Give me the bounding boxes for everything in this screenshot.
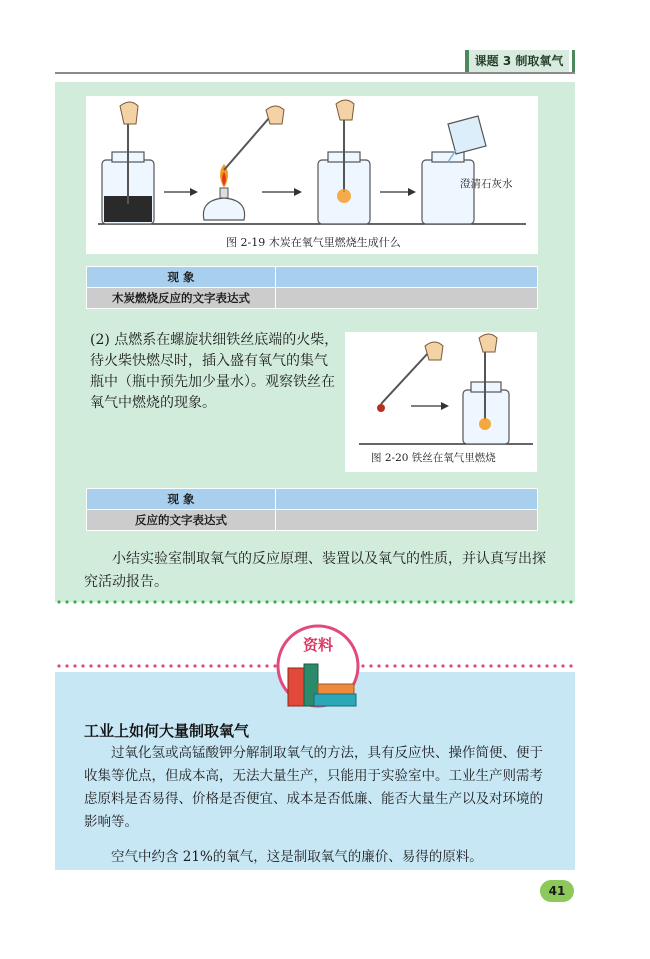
table-row <box>87 489 538 510</box>
charcoal-observation-table <box>86 266 538 309</box>
equation-label: 反应的文字表达式 <box>87 510 276 531</box>
page-number: 41 <box>540 880 574 902</box>
equation-label: 木炭燃烧反应的文字表达式 <box>87 288 276 309</box>
hand-with-wire-icon <box>377 342 443 412</box>
header-rule <box>55 72 575 74</box>
jar-with-charcoal-icon <box>102 102 154 224</box>
info-paragraph-1: 过氧化氢或高锰酸钾分解制取氧气的方法，具有反应快、操作简便、便于收集等优点，但成本高，无法大量生产，只能用于实验室中。工业生产则需考虑原料是否易得、价格是否便宜、成本是否低廉、能否大量生产以及对环境的影响等。 <box>84 745 543 830</box>
reference-badge <box>270 622 366 718</box>
figure-iron-wire-combustion <box>345 332 537 472</box>
jar-limewater-icon <box>422 116 486 224</box>
observation-label: 现 象 <box>87 267 276 288</box>
charcoal-experiment-illustration <box>86 96 538 254</box>
info-paragraph-2: 空气中约含 21%的氧气，这是制取氧气的廉价、易得的原料。 <box>111 849 483 865</box>
lesson-tag <box>465 50 569 72</box>
equation-answer-cell <box>276 288 538 309</box>
observation-answer-cell <box>276 489 538 510</box>
figure-charcoal-combustion <box>86 96 538 254</box>
summary-text: 小结实验室制取氧气的反应原理、装置以及氧气的性质，并认真写出探究活动报告。 <box>84 551 546 590</box>
lesson-tag-bar <box>572 50 575 72</box>
info-title: 工业上如何大量制取氧气 <box>84 722 250 740</box>
lesson-tag-text: 课题 3 制取氧气 <box>474 54 564 68</box>
table-row <box>87 510 538 531</box>
iron-wire-instructions: (2) 点燃系在螺旋状细铁丝底端的火柴，待火柴快燃尽时，插入盛有氧气的集气瓶中（瓶中预先加少量水）。观察铁丝在氧气中燃烧的现象。 <box>90 332 339 411</box>
figure-2-20-caption: 图 2-20 铁丝在氧气里燃烧 <box>371 452 496 464</box>
iron-observation-table <box>86 488 538 531</box>
panel-dotted-border <box>55 600 575 604</box>
badge-label: 资料 <box>302 636 333 654</box>
observation-label: 现 象 <box>87 489 276 510</box>
equation-answer-cell <box>276 510 538 531</box>
table-row <box>87 288 538 309</box>
figure-2-19-caption: 图 2-19 木炭在氧气里燃烧生成什么 <box>226 236 401 249</box>
observation-answer-cell <box>276 267 538 288</box>
table-row <box>87 267 538 288</box>
jar-burning-iron-icon <box>463 334 509 444</box>
limewater-label: 澄清石灰水 <box>460 178 513 190</box>
jar-burning-charcoal-icon <box>318 100 370 224</box>
alcohol-lamp-icon <box>203 106 284 220</box>
